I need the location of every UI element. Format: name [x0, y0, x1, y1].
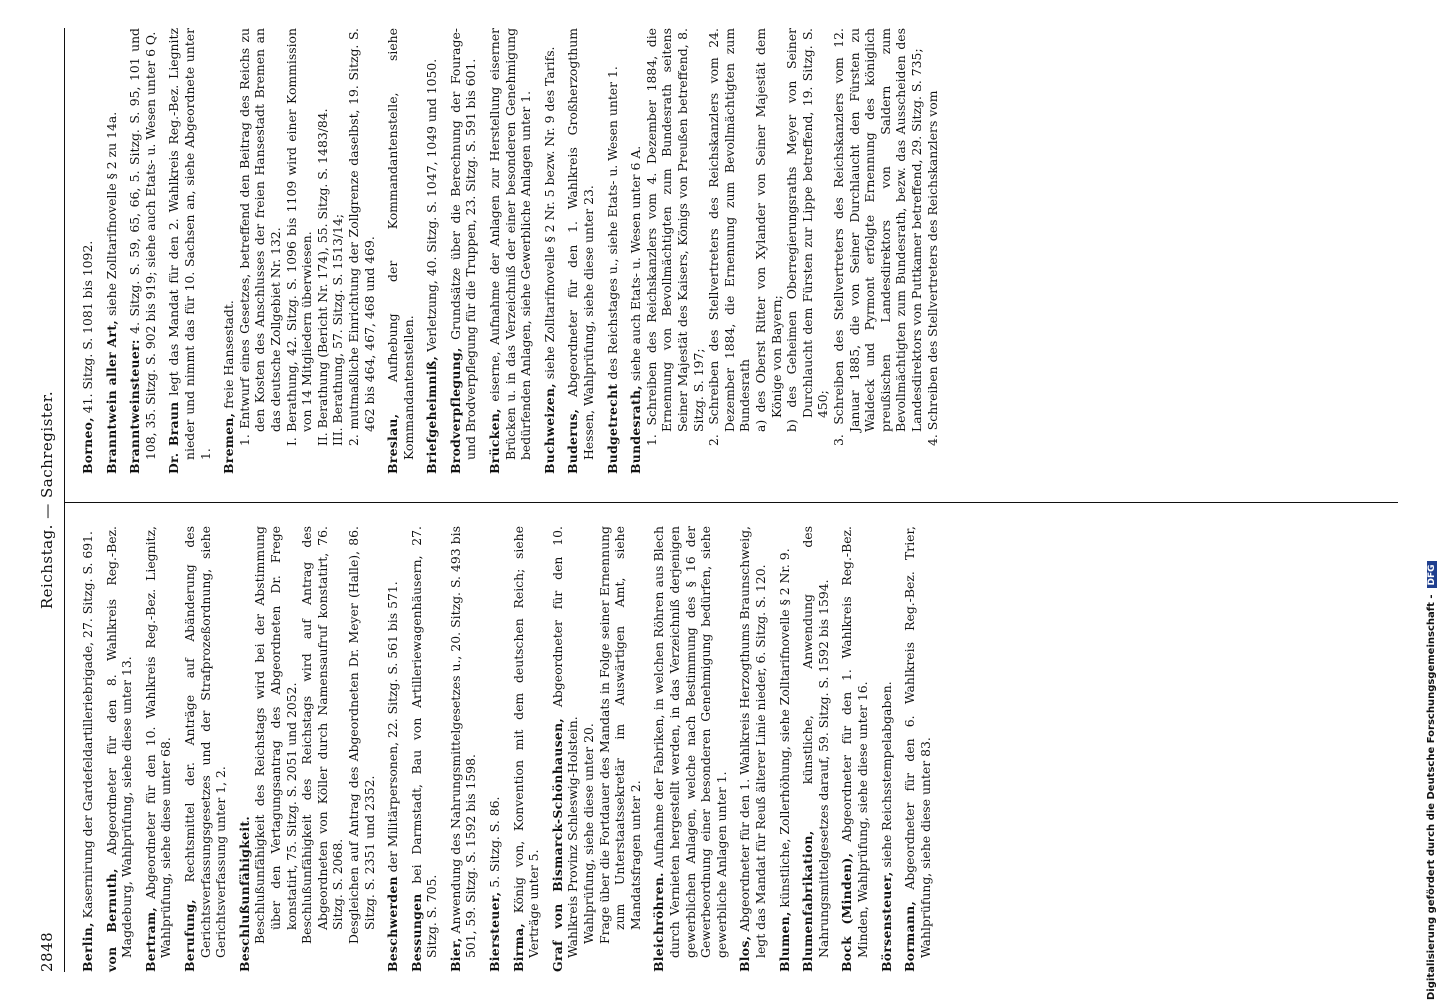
index-entry	[550, 526, 644, 972]
entry-subitem: 2. Schreiben des Stellvertreters des Reichskanzlers vom 24. Dezember 1884, die Ernennung zum Bevollmächtigten zum Bundesrath	[706, 28, 753, 446]
entry-heading: Bundesrath,	[628, 385, 644, 474]
entry-subitem: II. Berathung (Bericht Nr. 174), 55. Sitzg. S. 1483/84.	[314, 108, 330, 446]
index-entry	[237, 526, 377, 972]
index-entry	[80, 526, 96, 972]
entry-text: künstliche, Zollerhöhung, siehe Zolltarifnovelle § 2 Nr. 9.	[776, 548, 792, 908]
entry-heading: Blumenfabrikation,	[800, 830, 816, 972]
left-column	[80, 526, 1398, 972]
entry-heading: Birma,	[510, 923, 526, 972]
entry-subitem: 1. Schreiben des Reichskanzlers vom 4. Dezember 1884, die Ernennung von Bevollmächtigten zum Bundesrath seitens Seiner Majestät des Kaisers, Königs von Preußen betreffend, 8. Sitzg. S. 197;	[643, 28, 706, 446]
entry-text: siehe auch Etats- u. Wesen unter 6 A.	[628, 145, 644, 382]
entry-heading: Branntwein aller Art,	[103, 320, 119, 474]
entry-text: 41. Sitzg. S. 1081 bis 1092.	[80, 240, 95, 414]
entry-heading: Breslau,	[385, 413, 401, 474]
index-entry	[800, 526, 831, 972]
entry-text: König von, Konvention mit dem deutschen Reich; siehe Verträge unter 5.	[510, 526, 542, 958]
entry-subitem: 4. Schreiben des Stellvertreters des Reichskanzlers vom	[924, 90, 940, 446]
entry-text: Abgeordneter für den 1. Wahlkreis Herzogthums Braunschweig, legt das Mandat für Reuß älterer Linie nieder, 6. Sitzg. S. 120.	[737, 526, 768, 958]
entry-text: Abgeordneter für den 6. Wahlkreis Reg.-Bez. Trier, Wahlprüfung, siehe diese unter 83.	[902, 526, 933, 958]
entry-heading: Biersteuer,	[487, 891, 503, 972]
index-entry	[542, 28, 558, 474]
index-entry	[182, 526, 229, 972]
entry-subitem: b) des Geheimen Oberregierungsraths Meyer von Seiner Durchlaucht dem Fürsten zur Lippe betreffend, 19. Sitzg. S. 450;	[784, 28, 831, 432]
right-column	[80, 28, 1398, 474]
index-entry	[127, 28, 158, 474]
index-entry	[448, 28, 479, 474]
entry-text: Aufhebung der Kommandantenstelle, siehe Kommandantenstellen.	[385, 28, 416, 460]
credit-text-wrapper	[1426, 0, 1437, 1000]
entry-heading: Beschwerden	[385, 876, 401, 972]
index-entry	[628, 28, 940, 474]
index-entry	[879, 526, 895, 972]
entry-text: siehe Zolltarifnovelle § 2 Nr. 5 bezw. Nr. 9 des Tarifs.	[541, 46, 557, 380]
entry-heading: Blos,	[737, 935, 753, 972]
entry-heading: Brücken,	[487, 408, 503, 474]
entry-subitem: Desgleichen auf Antrag des Abgeordneten Dr. Meyer (Halle), 86. Sitzg. S. 2351 und 2352.	[345, 526, 377, 944]
entry-text: Verletzung, 40. Sitzg. S. 1047, 1049 und 1050.	[424, 58, 440, 352]
entry-text: Abgeordneter für den 1. Wahlkreis Reg.-Bez. Minden, Wahlprüfung, siehe diese unter 16.	[839, 526, 870, 958]
entry-text: bei Darmstadt, Bau von Artilleriewagenhäusern, 27. Sitzg. S. 705.	[408, 526, 440, 958]
entry-text: Abgeordneter für den 8. Wahlkreis Reg.-Bez. Magdeburg, Wahlprüfung, siehe diese unter 13.	[103, 526, 135, 958]
entry-heading: Brodverpflegung,	[447, 347, 463, 474]
index-entry	[651, 526, 729, 972]
entry-heading: von Bernuth,	[103, 868, 119, 972]
entry-text: Rechtsmittel der. Anträge auf Abänderung des Gerichtsverfassungsgesetzes und der Strafprozeßordnung, siehe Gerichtsverfassung unter 1, 2.	[181, 526, 229, 958]
entry-text: siehe Zolltarifnovelle § 2 zu 14a.	[103, 111, 119, 317]
index-entry	[104, 28, 120, 474]
entry-heading: Briefgeheimniß,	[424, 355, 440, 474]
entry-heading: Budgetrecht	[604, 383, 620, 474]
index-entry	[565, 28, 596, 474]
entry-heading: Bertram,	[142, 907, 158, 972]
page-title: Reichstag. — Sachregister.	[38, 390, 56, 610]
index-entry	[424, 28, 440, 474]
index-entry	[385, 28, 416, 474]
entry-heading: Graf von Bismarck-Schönhausen,	[549, 717, 565, 972]
entry-heading: Bier,	[447, 937, 463, 972]
entry-text: Grundsätze über die Berechnung der Fourage- und Brodverpflegung für die Truppen, 23. Sitzg. S. 591 bis 601.	[447, 28, 479, 460]
entry-subitem: Beschlußunfähigkeit des Reichstags wird bei der Abstimmung über den Vertagungsantrag des Abgeordneten Dr. Frege konstatirt, 75. Sitzg. S. 2051 und 2052.	[252, 526, 299, 944]
entry-heading: Bormann,	[902, 900, 918, 972]
index-entry	[221, 28, 377, 474]
entry-heading: Branntweinsteuer:	[127, 339, 143, 474]
index-entry	[104, 526, 135, 972]
entry-heading: Berlin,	[80, 922, 95, 972]
entry-text: Aufnahme der Fabriken, in welchen Röhren aus Blech durch Vernieten hergestellt werden, in das Verzeichniß derjenigen gewerblichen Anlagen, welche nach Bestimmung des § 16 der Gewerbeordnung einer besonderen Genehmigung bedürfen, siehe gewerbliche Anlagen unter 1.	[651, 526, 729, 958]
entry-text: legt das Mandat für den 2. Wahlkreis Reg.-Bez. Liegnitz nieder und nimmt das für 10. Sachsen an, siehe Abgeordnete unter 1.	[166, 28, 213, 460]
entry-heading: Bessungen	[408, 893, 424, 972]
entry-subitem: a) des Oberst Ritter von Xylander von Seiner Majestät dem Könige von Bayern;	[752, 28, 784, 432]
entry-heading: Beschlußunfähigkeit.	[236, 816, 252, 972]
entry-text: künstliche, Anwendung des Nahrungsmittelgesetzes darauf, 59. Sitzg. S. 1592 bis 1594.	[800, 526, 831, 958]
credit-text: Digitalisierung gefördert durch die Deutsche Forschungsgemeinschaft -	[1426, 594, 1437, 1000]
entry-heading: Blumen,	[776, 911, 792, 972]
entry-text: des Reichstages u., siehe Etats- u. Wesen unter 1.	[604, 66, 620, 380]
entry-subitem: Wahlprüfung, siehe diese unter 20.	[581, 723, 597, 944]
entry-heading: Bremen,	[221, 412, 237, 474]
index-entry	[487, 526, 503, 972]
entry-subitem: 2. mutmaßliche Einrichtung der Zollgrenze daselbst, 19. Sitzg. S. 462 bis 464, 467, 468 und 469.	[345, 28, 377, 446]
entry-text: eiserne, Aufnahme der Anlagen zur Herstellung eiserner Brücken u. in das Verzeichniß der einer besonderen Genehmigung bedürfenden Anlagen, siehe Gewerbliche Anlagen unter 1.	[487, 28, 534, 460]
entry-heading: Berufung,	[181, 899, 197, 972]
index-entry	[143, 526, 174, 972]
entry-heading: Bleichröhren.	[651, 872, 667, 972]
entry-text: freie Hansestadt.	[221, 300, 237, 409]
entry-subitem: Frage über die Fortdauer des Mandats in Folge seiner Ernennung zum Unterstaatssekretär im Auswärtigen Amt, siehe Mandatsfragen unter 2.	[596, 526, 643, 944]
entry-heading: Dr. Braun	[166, 401, 182, 474]
entry-subitem: Beschlußunfähigkeit des Reichstags wird auf Antrag des Abgeordneten von Köller durch Namensaufruf konstatirt, 76. Sitzg. S. 2068.	[299, 526, 346, 944]
entry-heading: Bock (Minden),	[839, 852, 855, 972]
index-entry	[487, 28, 534, 474]
entry-subitem: III. Berathung, 57. Sitzg. S. 1513/14;	[330, 213, 346, 446]
dfg-logo: DFG	[1427, 561, 1437, 588]
entry-subitem: 3. Schreiben des Stellvertreters des Reichskanzlers vom 12. Januar 1885, die von Seiner Durchlaucht den Fürsten zu Waldeck und Pyrmont erfolgte Ernennung des königlich preußischen Landesdirektors von Saldern zum Bevollmächtigten zum Bundesrath, bezw. das Ausscheiden des Landesdirektors von Puttkamer betreffend, 29. Sitzg. S. 735;	[830, 28, 924, 446]
entry-text: Anwendung des Nahrungsmittelgesetzes u., 20. Sitzg. S. 493 bis 501, 59. Sitzg. S. 1592 bis 1598.	[447, 526, 479, 958]
entry-text: 4. Sitzg. S. 59, 65, 66, 5. Sitzg. S. 95, 101 und 108, 35. Sitzg. S. 902 bis 919; siehe auch Etats- u. Wesen unter 6 Q.	[127, 28, 158, 460]
index-entry	[839, 526, 870, 972]
index-entry	[448, 526, 479, 972]
index-entry	[166, 28, 213, 474]
entry-text: Abgeordneter für den 1. Wahlkreis Großherzogthum Hessen, Wahlprüfung, siehe diese unter 23.	[565, 28, 597, 460]
index-entry	[385, 526, 401, 972]
entry-text: Abgeordneter für den 10. Wahlkreis Provinz Schleswig-Holstein.	[549, 526, 581, 958]
entry-heading: Borneo,	[80, 417, 95, 474]
digitization-credit	[1406, 0, 1437, 1000]
index-entry	[737, 526, 768, 972]
entry-subitem: I. Berathung, 42. Sitzg. S. 1096 bis 1109 wird einer Kommission von 14 Mitgliedern überwiesen.	[283, 28, 315, 446]
index-entry	[902, 526, 933, 972]
entry-text: siehe Reichsstempelabgaben.	[878, 681, 894, 868]
index-entry	[80, 28, 96, 474]
entry-heading: Buchweizen,	[541, 383, 557, 474]
entry-text: 5. Sitzg. S. 86.	[487, 796, 503, 888]
entry-text: Kasernirung der Gardefeldartilleriebrigade, 27. Sitzg. S. 691.	[80, 531, 95, 919]
index-entry	[605, 28, 621, 474]
page-header	[30, 28, 65, 972]
entry-text: Abgeordneter für den 10. Wahlkreis Reg.-Bez. Liegnitz, Wahlprüfung, siehe diese unter 68.	[142, 526, 174, 958]
column-divider	[64, 502, 1398, 503]
entry-heading: Börsensteuer,	[878, 871, 894, 972]
index-entry	[777, 526, 793, 972]
index-entry	[511, 526, 542, 972]
entry-text: der Militärpersonen, 22. Sitzg. S. 561 bis 571.	[385, 581, 401, 873]
entry-heading: Buderus,	[565, 408, 581, 474]
entry-subitem: 1. Entwurf eines Gesetzes, betreffend den Beitrag des Reichs zu den Kosten des Anschlusses der freien Hansestadt Bremen an das deutsche Zollgebiet Nr. 132.	[236, 28, 283, 446]
index-entry	[409, 526, 440, 972]
page-number: 2848	[38, 931, 56, 972]
